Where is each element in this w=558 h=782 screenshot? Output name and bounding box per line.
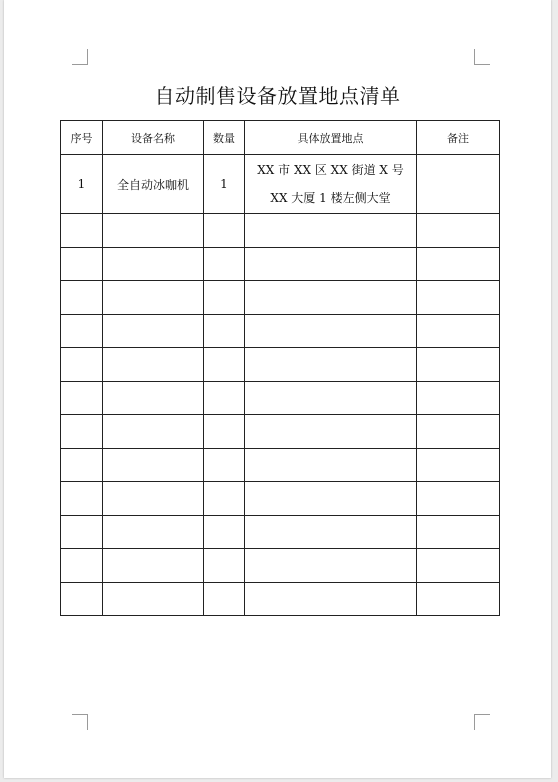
cell-quantity[interactable] [204,247,245,281]
cell-location[interactable] [245,214,417,248]
cell-device-name[interactable] [103,482,204,516]
cell-remark[interactable] [417,415,500,449]
table-row [61,214,500,248]
crop-mark-bottom-right [474,714,490,730]
cell-remark[interactable] [417,314,500,348]
cell-remark[interactable] [417,482,500,516]
cell-quantity[interactable]: 1 [204,155,245,214]
cell-index[interactable]: 1 [61,155,103,214]
cell-location[interactable] [245,155,417,214]
cell-index[interactable] [61,381,103,415]
cell-remark[interactable] [417,381,500,415]
cell-location[interactable] [245,415,417,449]
location-line-2: XX 大厦 1 楼左侧大堂 [270,191,391,205]
cell-quantity[interactable] [204,448,245,482]
cell-device-name[interactable] [103,314,204,348]
table-row [61,314,500,348]
cell-index[interactable] [61,549,103,583]
document-page [4,0,551,778]
cell-device-name[interactable] [103,247,204,281]
cell-quantity[interactable] [204,214,245,248]
cell-quantity[interactable] [204,582,245,616]
table-row [61,549,500,583]
cell-device-name[interactable] [103,415,204,449]
cell-device-name[interactable] [103,549,204,583]
cell-location[interactable] [245,448,417,482]
cell-device-name[interactable] [103,381,204,415]
cell-quantity[interactable] [204,515,245,549]
cell-quantity[interactable] [204,415,245,449]
cell-location[interactable] [245,549,417,583]
cell-device-name[interactable] [103,515,204,549]
crop-mark-bottom-left [72,714,88,730]
cell-location[interactable] [245,515,417,549]
cell-location[interactable] [245,247,417,281]
equipment-location-table [60,120,500,616]
cell-remark[interactable] [417,549,500,583]
cell-index[interactable] [61,281,103,315]
table-row [61,482,500,516]
cell-index[interactable] [61,348,103,382]
cell-remark[interactable] [417,214,500,248]
cell-index[interactable] [61,247,103,281]
cell-quantity[interactable] [204,314,245,348]
crop-mark-top-left [72,49,88,65]
table-row [61,247,500,281]
cell-remark[interactable] [417,281,500,315]
header-remark: 备注 [417,121,500,155]
table-row [61,415,500,449]
cell-location[interactable] [245,348,417,382]
table-row [61,348,500,382]
cell-location[interactable] [245,582,417,616]
cell-remark[interactable] [417,582,500,616]
cell-quantity[interactable] [204,549,245,583]
cell-location[interactable] [245,482,417,516]
table-row [61,381,500,415]
location-line-1: XX 市 XX 区 XX 街道 X 号 [257,163,404,177]
cell-device-name[interactable]: 全自动冰咖机 [103,155,204,214]
cell-quantity[interactable] [204,482,245,516]
cell-remark[interactable] [417,247,500,281]
cell-index[interactable] [61,448,103,482]
table-row [61,281,500,315]
cell-location[interactable] [245,314,417,348]
cell-location[interactable] [245,381,417,415]
cell-index[interactable] [61,314,103,348]
cell-remark[interactable] [417,348,500,382]
cell-index[interactable] [61,214,103,248]
cell-index[interactable] [61,415,103,449]
table-row [61,155,500,214]
header-location: 具体放置地点 [245,121,417,155]
cell-quantity[interactable] [204,381,245,415]
header-quantity: 数量 [204,121,245,155]
cell-quantity[interactable] [204,281,245,315]
cell-device-name[interactable] [103,281,204,315]
header-device-name: 设备名称 [103,121,204,155]
table-row [61,582,500,616]
cell-remark[interactable] [417,155,500,214]
cell-index[interactable] [61,515,103,549]
document-title: 自动制售设备放置地点清单 [154,84,401,108]
table-row [61,515,500,549]
cell-remark[interactable] [417,448,500,482]
crop-mark-top-right [474,49,490,65]
cell-device-name[interactable] [103,348,204,382]
cell-remark[interactable] [417,515,500,549]
cell-device-name[interactable] [103,214,204,248]
cell-index[interactable] [61,482,103,516]
cell-device-name[interactable] [103,582,204,616]
table-header-row [61,121,500,155]
cell-index[interactable] [61,582,103,616]
table-row [61,448,500,482]
cell-location[interactable] [245,281,417,315]
cell-device-name[interactable] [103,448,204,482]
header-index: 序号 [61,121,103,155]
cell-quantity[interactable] [204,348,245,382]
